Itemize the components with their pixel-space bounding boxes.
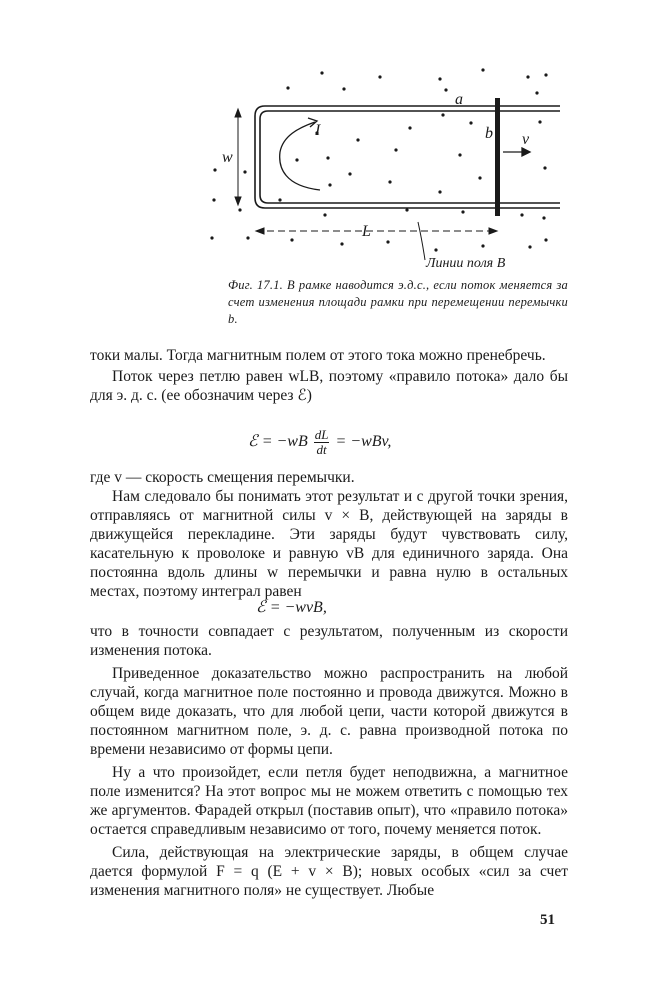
text-block-3 — [90, 622, 568, 900]
paragraph: Приведенное доказательство можно распространить на любой случай, когда магнитное поле постоянно и провода движутся. Можно в общем виде доказать, что для любой цепи, части которой движутся в постоянном магнитном поле, э. д. с. равна производной потока по времени независимо от формы цепи. — [90, 665, 568, 758]
figure-17-1 — [200, 60, 560, 275]
label-a: a — [455, 91, 463, 108]
figure-caption: Фиг. 17.1. В рамке наводится э.д.с., если поток меняется за счет изменения площади рамки при перемещении перемычки b. — [228, 278, 568, 326]
fraction-denominator: dt — [316, 442, 327, 457]
sliding-bar — [495, 98, 500, 216]
paragraph: что в точности совпадает с результатом, полученным из скорости изменения потока. — [90, 623, 568, 659]
label-b: b — [485, 125, 493, 142]
page-number: 51 — [540, 912, 555, 928]
velocity-arrow — [503, 148, 530, 156]
formula-fraction — [314, 428, 330, 457]
label-field-lines: Линии поля B — [426, 256, 506, 271]
text-block-2 — [90, 468, 568, 601]
formula-emf-flux — [248, 428, 391, 457]
formula-lhs: ℰ = −wB — [248, 433, 308, 451]
text-block-1 — [90, 346, 568, 405]
label-width: w — [222, 149, 233, 166]
fraction-numerator: dL — [314, 427, 329, 442]
label-current: I — [315, 122, 321, 139]
paragraph: Нам следовало бы понимать этот результат и с другой точки зрения, отправляясь от магнитной силы v × B, действующей на заряды в движущейся перекладине. Эти заряды будут чувствовать силу, касательную к проволоке и равную vB для единичного заряда. Она постоянна вдоль длины w перемычки и равна нулю в остальных местах, поэтому интеграл равен — [90, 488, 568, 600]
field-lines-pointer — [418, 222, 425, 260]
label-length: L — [362, 223, 371, 240]
label-velocity: v — [522, 131, 530, 148]
wire-frame — [255, 106, 560, 208]
paragraph: Поток через петлю равен wLB, поэтому «правило потока» дало бы для э. д. с. (ее обозначим через ℰ) — [90, 368, 568, 404]
formula-rhs: = −wBv, — [335, 433, 392, 451]
current-arrow — [280, 118, 320, 190]
paragraph: токи малы. Тогда магнитным полем от этого тока можно пренебречь. — [90, 347, 546, 364]
paragraph: где v — скорость смещения перемычки. — [90, 469, 355, 486]
length-dimension — [256, 228, 497, 234]
width-dimension — [235, 109, 241, 205]
paragraph: Ну а что произойдет, если петля будет неподвижна, а магнитное поле изменится? На этот вопрос мы не можем ответить с помощью тех же аргументов. Фарадей открыл (поставив опыт), что «правило потока» остается справедливым независимо от того, почему меняется поток. — [90, 764, 568, 838]
formula-emf-bar: ℰ = −wvB, — [256, 599, 327, 616]
paragraph: Сила, действующая на электрические заряды, в общем случае дается формулой F = q (E + v × B); новых особых «сил за счет изменения магнитного поля» не существует. Любые — [90, 844, 568, 899]
